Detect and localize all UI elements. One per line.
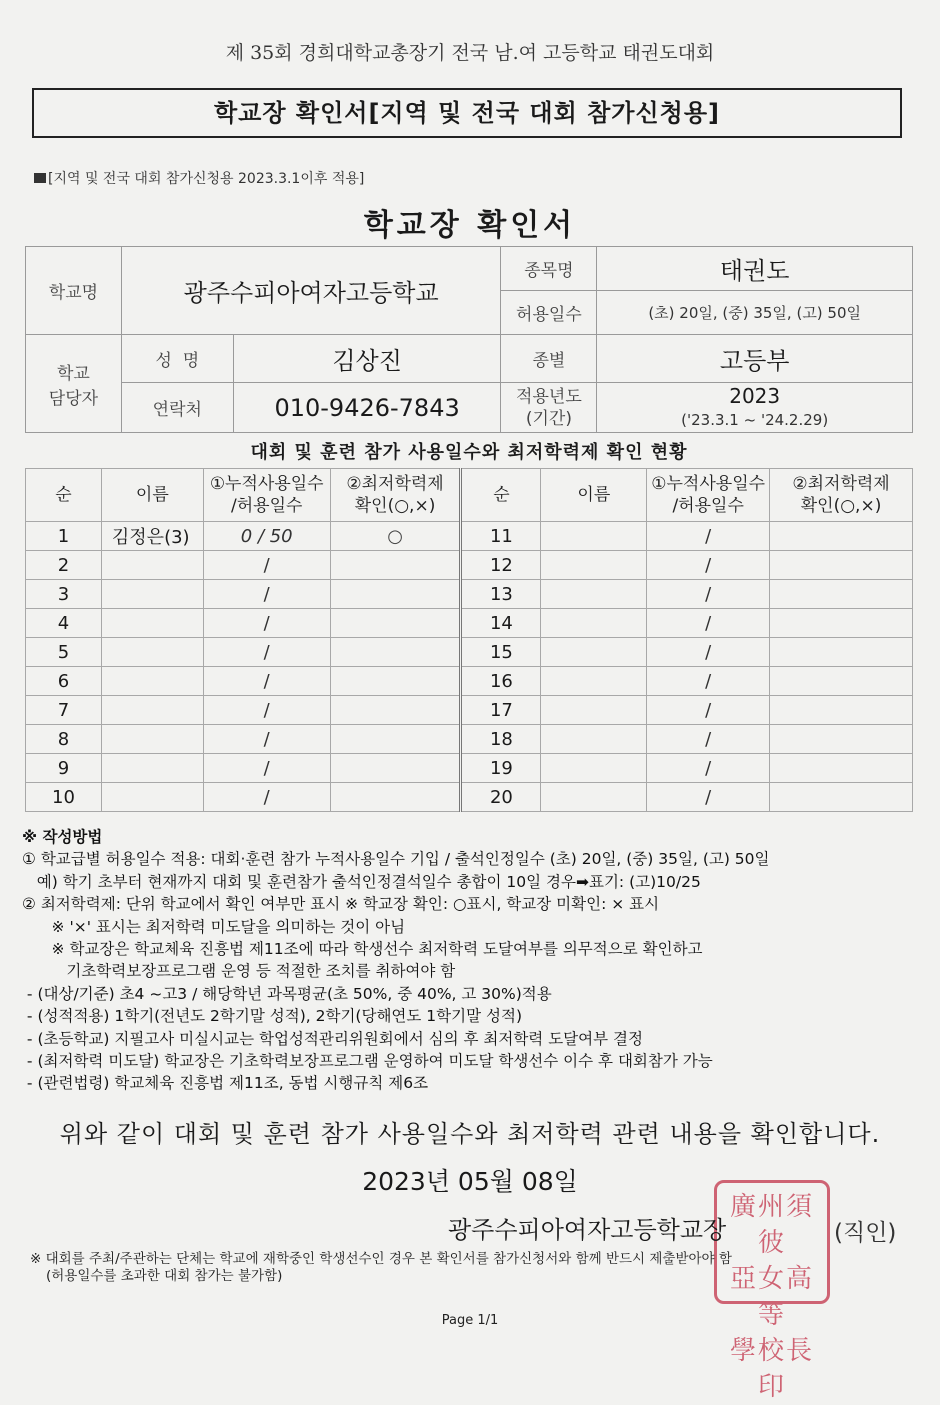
school-label: 학교명 — [26, 247, 122, 335]
entry-number: 4 — [26, 609, 102, 638]
entry-name — [101, 754, 203, 783]
entry-days: / — [647, 725, 770, 754]
entry-min-academic — [770, 638, 913, 667]
entry-days: / — [203, 609, 330, 638]
table-row — [26, 551, 913, 580]
table-row — [26, 667, 913, 696]
col-days-header-line1: ①누적사용일수 — [209, 474, 324, 494]
school-value: 광주수피아여자고등학교 — [121, 247, 501, 335]
col-min-header-2-line1: ②최저학력제 — [792, 474, 890, 494]
col-min-header-2 — [770, 469, 913, 522]
entry-days: / — [647, 638, 770, 667]
table-row — [26, 638, 913, 667]
entry-min-academic — [770, 667, 913, 696]
entry-number: 15 — [461, 638, 541, 667]
page-title: 학교장 확인서 — [363, 208, 577, 243]
document-banner: 학교장 확인서[지역 및 전국 대회 참가신청용] — [32, 88, 902, 138]
seal-glyphs: 廣州須彼 亞女高等 學校長印 — [729, 1192, 814, 1402]
entry-number: 10 — [26, 783, 102, 812]
instruction-line: 기초학력보장프로그램 운영 등 적절한 조치를 취하여야 함 — [22, 962, 456, 981]
entry-name — [101, 580, 203, 609]
entry-name — [101, 696, 203, 725]
col-min-header-line2: 확인(○,×) — [354, 496, 436, 516]
entry-days: / — [647, 696, 770, 725]
entry-number: 2 — [26, 551, 102, 580]
entry-name — [541, 580, 647, 609]
year-value: 2023 — [729, 383, 781, 408]
instruction-line: - (최저학력 미도달) 학교장은 기초학력보장프로그램 운영하여 미도달 학생선수 이수 후 대회참가 가능 — [22, 1052, 713, 1071]
entry-name — [541, 667, 647, 696]
year-cell — [597, 383, 913, 433]
entry-min-academic — [770, 754, 913, 783]
entry-min-academic — [330, 696, 461, 725]
staff-label — [26, 335, 122, 433]
entry-min-academic — [770, 580, 913, 609]
entry-name — [101, 638, 203, 667]
entry-days: / — [203, 696, 330, 725]
name-value: 김상진 — [233, 335, 501, 383]
entry-days: / — [203, 725, 330, 754]
entry-days: / — [647, 580, 770, 609]
entry-min-academic — [330, 725, 461, 754]
instruction-line: ② 최저학력제: 단위 학교에서 확인 여부만 표시 ※ 학교장 확인: ○표시, 학교장 미확인: × 표시 — [22, 895, 660, 914]
entry-min-academic — [770, 551, 913, 580]
seal-label: (직인) — [834, 1220, 897, 1246]
official-seal-stamp — [714, 1180, 830, 1402]
entry-name — [541, 638, 647, 667]
entry-name — [541, 609, 647, 638]
form-tag-text: [지역 및 전국 대회 참가신청용 2023.3.1이후 적용] — [48, 171, 365, 187]
table-row — [26, 783, 913, 812]
col-min-header — [330, 469, 461, 522]
col-name-header: 이름 — [101, 469, 203, 522]
entry-days: / — [203, 783, 330, 812]
table-row — [26, 580, 913, 609]
page-number: Page 1/1 — [441, 1313, 499, 1328]
entry-min-academic — [330, 667, 461, 696]
section-title: 대회 및 훈련 참가 사용일수와 최저학력제 확인 현황 — [250, 442, 688, 463]
entry-name — [101, 783, 203, 812]
instruction-line: - (성적적용) 1학기(전년도 2학기말 성적), 2학기(당해연도 1학기말 성적) — [22, 1007, 522, 1026]
entry-days: / — [203, 667, 330, 696]
entry-name — [541, 754, 647, 783]
entry-number: 19 — [461, 754, 541, 783]
entry-min-academic — [770, 609, 913, 638]
table-row — [26, 609, 913, 638]
table-row — [26, 754, 913, 783]
entry-number: 7 — [26, 696, 102, 725]
instruction-line: ※ '×' 표시는 최저학력 미도달을 의미하는 것이 아님 — [22, 917, 406, 936]
footnote — [30, 1251, 910, 1285]
entry-min-academic — [330, 638, 461, 667]
entry-days: / — [647, 754, 770, 783]
entry-min-academic — [770, 696, 913, 725]
entry-number: 8 — [26, 725, 102, 754]
staff-label-line1: 학교 — [57, 363, 90, 384]
school-info-table — [25, 246, 913, 433]
square-icon — [34, 173, 46, 183]
issue-date: 2023년 05월 08일 — [362, 1167, 578, 1196]
instruction-line: - (초등학교) 지필고사 미실시교는 학업성적관리위원회에서 심의 후 최저학력 도달여부 결정 — [22, 1029, 643, 1048]
col-days-header-2-line2: /허용일수 — [672, 496, 744, 516]
col-days-header-2-line1: ①누적사용일수 — [651, 474, 766, 494]
event-title: 제 35회 경희대학교총장기 전국 남.여 고등학교 태권도대회 — [225, 42, 715, 64]
division-label: 종별 — [501, 335, 597, 383]
roster-header-row — [26, 469, 913, 522]
col-min-header-line1: ②최저학력제 — [346, 474, 444, 494]
entry-number: 1 — [26, 522, 102, 551]
entry-name — [101, 667, 203, 696]
col-days-header — [203, 469, 330, 522]
period-value: ('23.3.1 ~ '24.2.29) — [681, 410, 829, 429]
entry-min-academic: ○ — [330, 522, 461, 551]
entry-number: 3 — [26, 580, 102, 609]
entry-days: / — [647, 609, 770, 638]
entry-number: 5 — [26, 638, 102, 667]
entry-number: 9 — [26, 754, 102, 783]
entry-days: / — [647, 522, 770, 551]
staff-label-line2: 담당자 — [48, 388, 99, 409]
table-row — [26, 725, 913, 754]
entry-name — [541, 783, 647, 812]
entry-name — [541, 725, 647, 754]
contact-value: 010-9426-7843 — [233, 383, 501, 433]
year-label-line2: (기간) — [525, 408, 572, 429]
entry-days: / — [647, 667, 770, 696]
instruction-line: 예) 학기 초부터 현재까지 대회 및 훈련참가 출석인정결석일수 총합이 10일 경우➡표기: (고)10/25 — [22, 872, 701, 891]
form-tag — [34, 168, 364, 188]
table-row — [26, 696, 913, 725]
contact-label: 연락처 — [121, 383, 233, 433]
entry-number: 16 — [461, 667, 541, 696]
entry-number: 14 — [461, 609, 541, 638]
instruction-line: - (관련법령) 학교체육 진흥법 제11조, 동법 시행규칙 제6조 — [22, 1074, 429, 1093]
entry-min-academic — [770, 522, 913, 551]
entry-min-academic — [330, 551, 461, 580]
entry-number: 11 — [461, 522, 541, 551]
entry-number: 17 — [461, 696, 541, 725]
entry-name — [101, 609, 203, 638]
entry-min-academic — [330, 580, 461, 609]
entry-days: / — [647, 551, 770, 580]
allowed-days-label: 허용일수 — [501, 291, 597, 335]
sport-value: 태권도 — [597, 247, 913, 291]
col-days-header-2 — [647, 469, 770, 522]
col-name-header-2: 이름 — [541, 469, 647, 522]
entry-days: / — [203, 754, 330, 783]
instruction-line: ① 학교급별 허용일수 적용: 대회·훈련 참가 누적사용일수 기입 / 출석인정일수 (초) 20일, (중) 35일, (고) 50일 — [22, 850, 770, 869]
entry-number: 18 — [461, 725, 541, 754]
entry-name — [101, 551, 203, 580]
roster-table — [25, 468, 913, 812]
footnote-line2: (허용일수를 초과한 대회 참가는 불가함) — [46, 1268, 283, 1284]
year-label — [501, 383, 597, 433]
footnote-line1: ※ 대회를 주최/주관하는 단체는 학교에 재학중인 학생선수인 경우 본 확인서를 참가신청서와 함께 반드시 제출받아야 함 — [30, 1251, 732, 1267]
entry-name — [541, 551, 647, 580]
instructions-heading: ※ 작성방법 — [22, 828, 103, 846]
name-label: 성 명 — [121, 335, 233, 383]
sport-label: 종목명 — [501, 247, 597, 291]
year-label-line1: 적용년도 — [516, 386, 582, 407]
entry-min-academic — [770, 725, 913, 754]
table-row — [26, 522, 913, 551]
instruction-line: ※ 학교장은 학교체육 진흥법 제11조에 따라 학생선수 최저학력 도달여부를 의무적으로 확인하고 — [22, 940, 703, 959]
entry-min-academic — [330, 783, 461, 812]
entry-min-academic — [770, 783, 913, 812]
entry-number: 20 — [461, 783, 541, 812]
entry-days: / — [203, 580, 330, 609]
col-no-header: 순 — [26, 469, 102, 522]
confirmation-statement: 위와 같이 대회 및 훈련 참가 사용일수와 최저학력 관련 내용을 확인합니다. — [59, 1120, 881, 1148]
entry-days: / — [203, 638, 330, 667]
entry-min-academic — [330, 609, 461, 638]
entry-name — [541, 696, 647, 725]
entry-days: / — [203, 551, 330, 580]
signer-name: 광주수피아여자고등학교장 — [448, 1216, 727, 1244]
entry-number: 12 — [461, 551, 541, 580]
entry-min-academic — [330, 754, 461, 783]
entry-number: 13 — [461, 580, 541, 609]
entry-days: / — [647, 783, 770, 812]
col-days-header-line2: /허용일수 — [231, 496, 303, 516]
instructions — [22, 826, 922, 1095]
entry-name — [541, 522, 647, 551]
col-min-header-2-line2: 확인(○,×) — [800, 496, 882, 516]
entry-name — [101, 725, 203, 754]
entry-days: 0 / 50 — [203, 522, 330, 551]
entry-name: 김정은(3) — [101, 522, 203, 551]
col-no-header-2: 순 — [461, 469, 541, 522]
division-value: 고등부 — [597, 335, 913, 383]
instruction-line: - (대상/기준) 초4 ~고3 / 해당학년 과목평균(초 50%, 중 40%, 고 30%)적용 — [22, 984, 552, 1003]
allowed-days-value: (초) 20일, (중) 35일, (고) 50일 — [597, 291, 913, 335]
entry-number: 6 — [26, 667, 102, 696]
